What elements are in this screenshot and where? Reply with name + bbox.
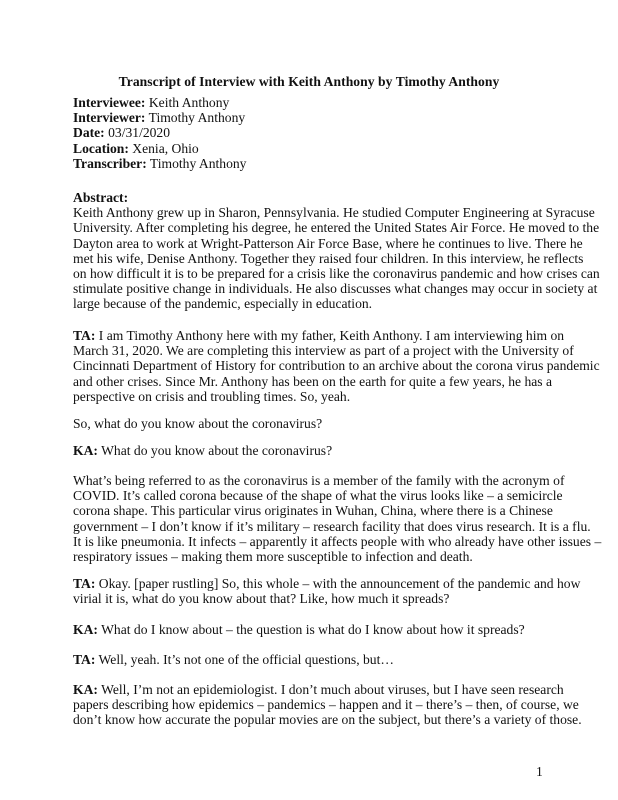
line-text: Well, I’m not an epidemiologist. I don’t much about viruses, but I have seen research [97, 682, 564, 697]
metadata-value: 03/31/2020 [104, 125, 171, 141]
transcript-line: What’s being referred to as the coronavirus is a member of the family with the acronym of [73, 473, 565, 488]
line-text: I am Timothy Anthony here with my father, Keith Anthony. I am interviewing him on [95, 328, 565, 343]
transcript-line: Cincinnati Department of History for contribution to an archive about the corona virus pandemic [73, 358, 600, 374]
metadata-transcriber [73, 156, 553, 171]
speaker-label: TA: [73, 652, 96, 667]
abstract-heading-text: Abstract: [73, 190, 129, 205]
abstract-section [73, 190, 600, 312]
metadata-interviewer [73, 110, 553, 125]
metadata-label: Interviewee: [73, 95, 146, 110]
transcript-line: government – I don’t know if it’s military – research facility that does virus research. It is a flu. [73, 518, 591, 534]
transcript-line [73, 652, 553, 667]
abstract-heading [73, 190, 553, 205]
transcript-paragraph-ta [73, 652, 553, 667]
line-text: Okay. [paper rustling] So, this whole – with the announcement of the pandemic and how [95, 576, 581, 591]
page-number: 1 [536, 764, 543, 779]
transcript-line [73, 328, 565, 343]
transcript-line: So, what do you know about the coronavirus? [73, 416, 323, 431]
transcript-line: virial it is, what do you know about that? Like, how much it spreads? [73, 591, 450, 607]
metadata-interviewee [73, 95, 553, 110]
transcript-paragraph-ta [73, 576, 581, 607]
metadata-date [73, 125, 553, 140]
metadata-value: Timothy Anthony [146, 155, 247, 171]
transcript-paragraph-question [73, 416, 553, 431]
transcript-line: respiratory issues – making them more susceptible to infection and death. [73, 549, 473, 565]
speaker-label: KA: [73, 443, 98, 458]
line-text: What do you know about the coronavirus? [97, 443, 333, 458]
transcript-line: papers describing how epidemics – pandemics – happen and it – there’s – then, of course, we [73, 697, 579, 713]
transcript-paragraph-ka-answer [73, 473, 602, 565]
abstract-line: on how difficult it is to be prepared for a crisis like the coronavirus pandemic and how crises can [73, 266, 600, 282]
transcript-paragraph-ka [73, 443, 553, 458]
metadata-value: Timothy Anthony [145, 110, 246, 126]
transcript-paragraph-ta-intro [73, 328, 600, 404]
transcript-paragraph-ka [73, 622, 553, 637]
transcript-line: COVID. It’s called corona because of the shape of what the virus looks like – a semicircle [73, 488, 563, 504]
metadata-location [73, 141, 553, 156]
abstract-line: met his wife, Denise Anthony. Together they raised four children. In this interview, he reflects [73, 250, 584, 266]
speaker-label: KA: [73, 682, 98, 697]
metadata-label: Interviewer: [73, 110, 146, 126]
line-text: What do I know about – the question is what do I know about how it spreads? [97, 622, 525, 637]
abstract-line: Keith Anthony grew up in Sharon, Pennsylvania. He studied Computer Engineering at Syracuse [73, 205, 595, 221]
metadata-label: Transcriber: [73, 155, 147, 171]
transcript-line [73, 443, 553, 458]
transcript-line [73, 576, 581, 591]
transcript-line: perspective on crisis and troubling times. So, yeah. [73, 388, 351, 404]
metadata-label: Location: [73, 140, 129, 156]
metadata-label: Date: [73, 125, 105, 141]
transcript-line: March 31, 2020. We are completing this interview as part of a project with the University of [73, 343, 574, 359]
abstract-line: large because of the pandemic, especially in education. [73, 296, 373, 312]
abstract-line: University. After completing his degree, he entered the United States Air Force. He moved to the [73, 220, 600, 236]
speaker-label: TA: [73, 328, 96, 343]
metadata-value: Keith Anthony [145, 95, 230, 110]
line-text: Well, yeah. It’s not one of the official questions, but… [95, 652, 394, 667]
speaker-label: KA: [73, 622, 98, 637]
metadata-block [73, 95, 553, 171]
transcript-line: don’t know how accurate the popular movies are on the subject, but there’s a variety of those. [73, 712, 582, 728]
transcript-line [73, 622, 553, 637]
transcript-line: and other crises. Since Mr. Anthony has been on the earth for quite a few years, he has a [73, 373, 553, 389]
abstract-line: stimulate positive change in individuals. He also discusses what changes may occur in society at [73, 281, 598, 297]
metadata-value: Xenia, Ohio [128, 140, 199, 156]
document-title: Transcript of Interview with Keith Anthony by Timothy Anthony [118, 74, 500, 89]
abstract-line: Dayton area to work at Wright-Patterson Air Force Base, where he continues to live. There he [73, 235, 583, 251]
transcript-line: corona shape. This particular virus originates in Wuhan, China, where there is a Chinese [73, 503, 553, 519]
transcript-paragraph-ka [73, 682, 582, 728]
transcript-line: It is like pneumonia. It infects – apparently it affects people with who already have other issues – [73, 533, 602, 549]
transcript-line [73, 682, 564, 697]
speaker-label: TA: [73, 576, 96, 591]
